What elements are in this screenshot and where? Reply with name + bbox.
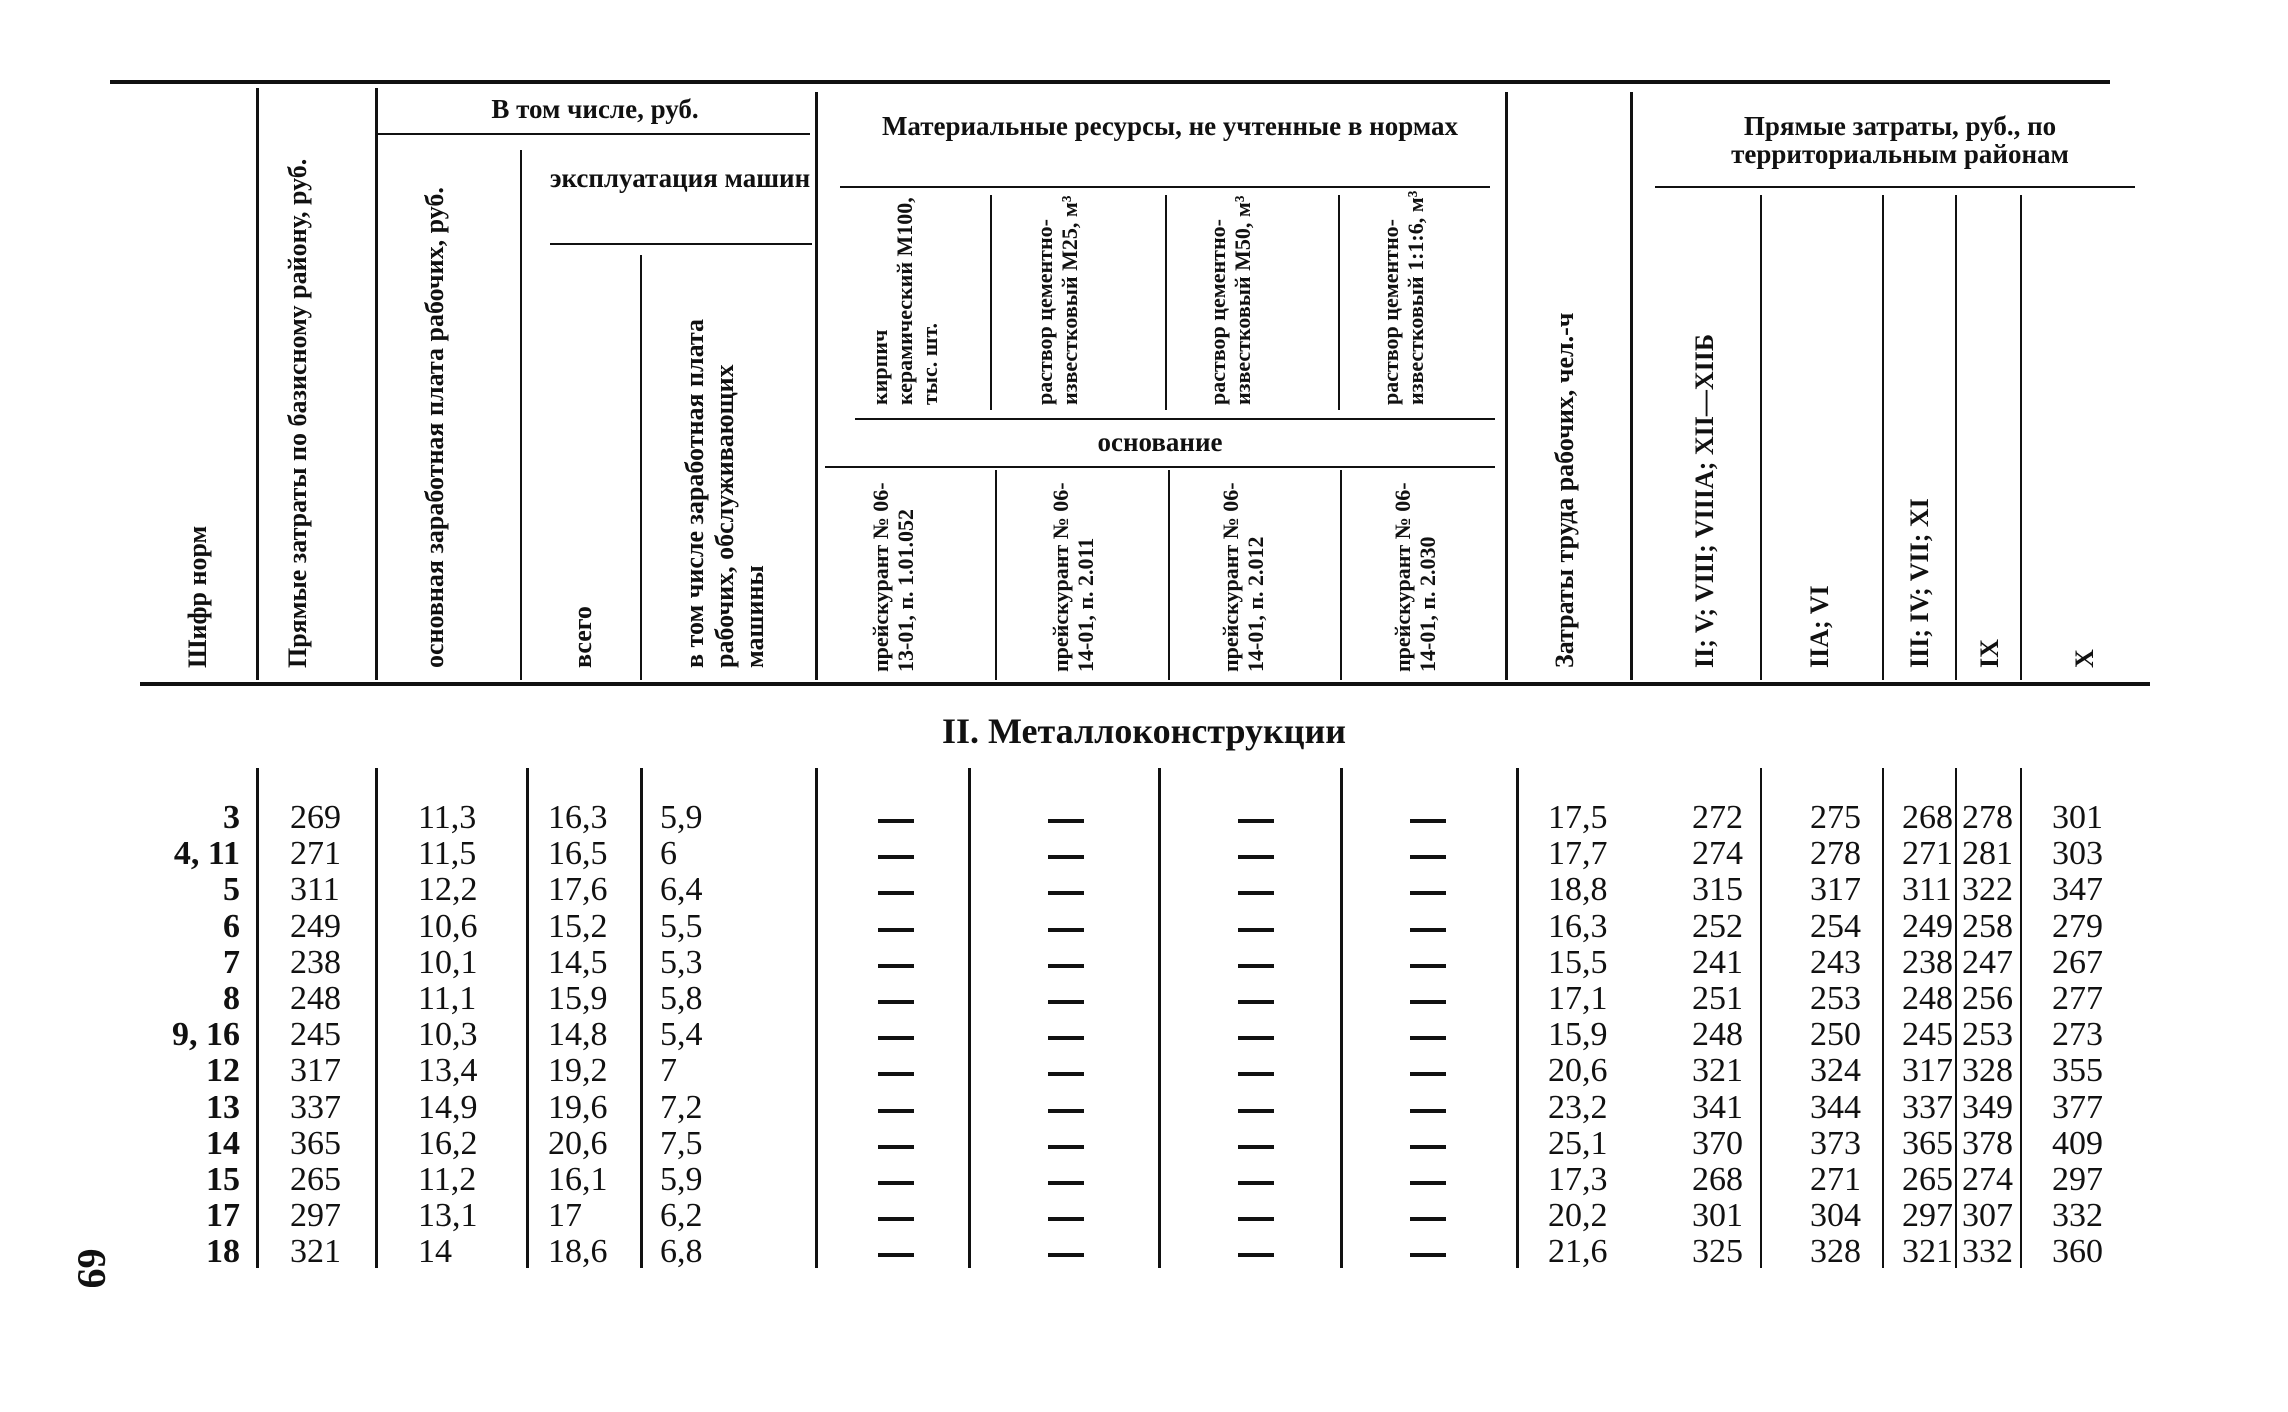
cell-r5: 277 xyxy=(2052,980,2103,1017)
cell-r2: 324 xyxy=(1810,1052,1861,1090)
cell-r4: 281 xyxy=(1962,835,2013,873)
materials-subrule xyxy=(840,186,1490,188)
cell-r1: 370 xyxy=(1692,1124,1743,1162)
cell-mach_w: 6,8 xyxy=(660,1233,703,1271)
cell-r1: 341 xyxy=(1692,1088,1743,1126)
empty-value-dash xyxy=(1048,964,1084,968)
cell-r5: 279 xyxy=(2052,907,2103,945)
header-basis-4: прейскурант № 06-14-01, п. 2.030 xyxy=(1390,482,1440,672)
cell-r5: 303 xyxy=(2052,835,2103,873)
cell-wages: 10,3 xyxy=(418,1016,478,1054)
basis-top-rule xyxy=(855,418,1495,420)
header-region-2: IIA; VI xyxy=(1805,585,1834,668)
cell-labor: 17,1 xyxy=(1548,980,1608,1017)
cell-labor: 16,3 xyxy=(1548,907,1608,945)
empty-value-dash xyxy=(1238,891,1274,895)
empty-value-dash xyxy=(1410,1145,1446,1149)
cell-wages: 11,3 xyxy=(418,799,477,836)
cell-r2: 271 xyxy=(1810,1161,1861,1198)
cell-r5: 301 xyxy=(2052,799,2103,836)
cell-r2: 373 xyxy=(1810,1124,1861,1162)
empty-value-dash xyxy=(1410,819,1446,823)
table-row xyxy=(0,1053,2288,1089)
table-row xyxy=(0,945,2288,981)
cell-r1: 301 xyxy=(1692,1197,1743,1235)
table-row xyxy=(0,1234,2288,1270)
cell-wages: 13,4 xyxy=(418,1052,478,1090)
cell-r3: 245 xyxy=(1902,1016,1953,1054)
cell-base: 269 xyxy=(290,799,341,836)
cell-r5: 377 xyxy=(2052,1088,2103,1126)
header-materials: Материальные ресурсы, не учтенные в нормах xyxy=(881,111,1459,141)
cell-mach: 18,6 xyxy=(548,1233,608,1271)
empty-value-dash xyxy=(1048,1109,1084,1113)
empty-value-dash xyxy=(1048,855,1084,859)
cell-r5: 332 xyxy=(2052,1197,2103,1235)
header-wages: основная заработная плата рабочих, руб. xyxy=(420,187,449,668)
cell-r4: 332 xyxy=(1962,1233,2013,1271)
empty-value-dash xyxy=(878,1036,914,1040)
empty-value-dash xyxy=(1410,964,1446,968)
cell-r2: 253 xyxy=(1810,980,1861,1017)
empty-value-dash xyxy=(1048,1253,1084,1257)
cell-wages: 11,1 xyxy=(418,980,477,1017)
header-basis-1: прейскурант № 06-13-01, п. 1.01.052 xyxy=(868,482,918,672)
cell-labor: 25,1 xyxy=(1548,1124,1608,1162)
cell-r4: 328 xyxy=(1962,1052,2013,1090)
cell-labor: 17,7 xyxy=(1548,835,1608,873)
table-row xyxy=(0,1198,2288,1234)
empty-value-dash xyxy=(1410,928,1446,932)
cell-code: 18 xyxy=(206,1233,240,1271)
cell-mach_w: 5,8 xyxy=(660,980,703,1017)
cell-r3: 268 xyxy=(1902,799,1953,836)
cell-base: 248 xyxy=(290,980,341,1017)
empty-value-dash xyxy=(1410,855,1446,859)
cell-r2: 317 xyxy=(1810,871,1861,909)
empty-value-dash xyxy=(878,1181,914,1185)
cell-r3: 238 xyxy=(1902,943,1953,981)
empty-value-dash xyxy=(878,1000,914,1004)
header-region-4: IX xyxy=(1975,639,2004,668)
header-col-divider xyxy=(375,88,378,680)
cell-code: 6 xyxy=(223,907,240,945)
cell-r4: 247 xyxy=(1962,943,2013,981)
header-machines-wages: в том числе заработная плата рабочих, обслуживающих машины xyxy=(680,318,769,668)
cell-mach_w: 5,5 xyxy=(660,907,703,945)
empty-value-dash xyxy=(1238,928,1274,932)
cell-code: 15 xyxy=(206,1161,240,1198)
cell-r4: 256 xyxy=(1962,980,2013,1017)
empty-value-dash xyxy=(878,1145,914,1149)
header-material-116: раствор цементно-известковый 1:1:6, м³ xyxy=(1378,190,1428,405)
empty-value-dash xyxy=(878,891,914,895)
cell-r3: 317 xyxy=(1902,1052,1953,1090)
cell-code: 5 xyxy=(223,871,240,909)
cell-r3: 311 xyxy=(1902,871,1952,909)
header-bottom-rule xyxy=(140,682,2150,686)
cell-r1: 268 xyxy=(1692,1161,1743,1198)
empty-value-dash xyxy=(1238,1145,1274,1149)
header-region-3: III; IV; VII; XI xyxy=(1905,498,1934,668)
header-direct-cost-base: Прямые затраты по базисному району, руб. xyxy=(283,158,312,668)
table-row xyxy=(0,872,2288,908)
cell-mach: 14,8 xyxy=(548,1016,608,1054)
cell-mach_w: 5,3 xyxy=(660,943,703,981)
cell-code: 3 xyxy=(223,799,240,836)
header-labor: Затраты труда рабочих, чел.-ч xyxy=(1550,312,1579,668)
cell-labor: 18,8 xyxy=(1548,871,1608,909)
cell-r4: 278 xyxy=(1962,799,2013,836)
cell-r2: 304 xyxy=(1810,1197,1861,1235)
empty-value-dash xyxy=(1410,1036,1446,1040)
cell-r4: 274 xyxy=(1962,1161,2013,1198)
cell-wages: 14 xyxy=(418,1233,452,1271)
cell-mach: 16,1 xyxy=(548,1161,608,1198)
cell-mach: 19,2 xyxy=(548,1052,608,1090)
empty-value-dash xyxy=(1410,891,1446,895)
header-region-1: II; V; VIII; VIIIA; XII—XIIБ xyxy=(1690,333,1719,668)
cell-r1: 248 xyxy=(1692,1016,1743,1054)
cell-mach: 14,5 xyxy=(548,943,608,981)
including-subrule xyxy=(378,133,810,135)
empty-value-dash xyxy=(1238,1000,1274,1004)
cell-code: 13 xyxy=(206,1088,240,1126)
cell-r4: 322 xyxy=(1962,871,2013,909)
header-including-rub: В том числе, руб. xyxy=(491,94,699,124)
header-basis: основание xyxy=(1097,427,1223,457)
cell-base: 271 xyxy=(290,835,341,873)
cell-r5: 360 xyxy=(2052,1233,2103,1271)
table-row xyxy=(0,1126,2288,1162)
header-col-divider xyxy=(995,470,997,680)
table-row xyxy=(0,981,2288,1017)
territorial-subrule xyxy=(1655,186,2135,188)
empty-value-dash xyxy=(1048,1072,1084,1076)
empty-value-dash xyxy=(1410,1181,1446,1185)
cell-r2: 250 xyxy=(1810,1016,1861,1054)
header-col-divider xyxy=(1505,92,1508,680)
cell-labor: 15,5 xyxy=(1548,943,1608,981)
cell-r3: 321 xyxy=(1902,1233,1953,1271)
cell-r5: 409 xyxy=(2052,1124,2103,1162)
table-top-rule xyxy=(110,80,2110,84)
header-col-divider xyxy=(1168,470,1170,680)
empty-value-dash xyxy=(1048,928,1084,932)
header-material-m25: раствор цементно-известковый М25, м³ xyxy=(1032,195,1082,405)
cell-labor: 15,9 xyxy=(1548,1016,1608,1054)
empty-value-dash xyxy=(1048,1181,1084,1185)
cell-wages: 13,1 xyxy=(418,1197,478,1235)
cell-mach: 16,3 xyxy=(548,799,608,836)
cell-wages: 11,5 xyxy=(418,835,477,873)
cell-r2: 328 xyxy=(1810,1233,1861,1271)
cell-code: 7 xyxy=(223,943,240,981)
cell-r5: 297 xyxy=(2052,1161,2103,1198)
cell-r2: 344 xyxy=(1810,1088,1861,1126)
cell-r1: 251 xyxy=(1692,980,1743,1017)
cell-r2: 243 xyxy=(1810,943,1861,981)
cell-r3: 265 xyxy=(1902,1161,1953,1198)
cell-base: 321 xyxy=(290,1233,341,1271)
header-col-divider xyxy=(2020,195,2022,680)
cell-mach_w: 6 xyxy=(660,835,677,873)
cell-r3: 337 xyxy=(1902,1088,1953,1126)
cell-wages: 10,1 xyxy=(418,943,478,981)
basis-bottom-rule xyxy=(825,466,1495,468)
page-number: 69 xyxy=(69,1248,115,1289)
cell-r1: 325 xyxy=(1692,1233,1743,1271)
empty-value-dash xyxy=(1410,1072,1446,1076)
machines-subrule xyxy=(550,243,812,245)
empty-value-dash xyxy=(1238,1109,1274,1113)
cell-base: 311 xyxy=(290,871,340,909)
cell-r1: 241 xyxy=(1692,943,1743,981)
cell-mach_w: 7,2 xyxy=(660,1088,703,1126)
empty-value-dash xyxy=(878,964,914,968)
cell-code: 17 xyxy=(206,1197,240,1235)
cell-r3: 271 xyxy=(1902,835,1953,873)
empty-value-dash xyxy=(1048,1000,1084,1004)
cell-r4: 253 xyxy=(1962,1016,2013,1054)
cell-mach_w: 7 xyxy=(660,1052,677,1090)
empty-value-dash xyxy=(1238,1181,1274,1185)
cell-mach_w: 5,9 xyxy=(660,1161,703,1198)
empty-value-dash xyxy=(878,928,914,932)
header-machines: эксплуатация машин xyxy=(549,163,811,193)
header-material-m50: раствор цементно-известковый М50, м³ xyxy=(1205,195,1255,405)
empty-value-dash xyxy=(878,1217,914,1221)
cell-mach_w: 5,4 xyxy=(660,1016,703,1054)
empty-value-dash xyxy=(1048,891,1084,895)
cell-mach: 20,6 xyxy=(548,1124,608,1162)
cell-r2: 254 xyxy=(1810,907,1861,945)
cell-r1: 272 xyxy=(1692,799,1743,836)
cell-r3: 297 xyxy=(1902,1197,1953,1235)
cell-r3: 248 xyxy=(1902,980,1953,1017)
cell-wages: 10,6 xyxy=(418,907,478,945)
header-code: Шифр норм xyxy=(183,525,212,668)
header-basis-2: прейскурант № 06-14-01, п. 2.011 xyxy=(1048,482,1098,672)
cell-r4: 258 xyxy=(1962,907,2013,945)
cell-r5: 273 xyxy=(2052,1016,2103,1054)
section-title: II. Металлоконструкции xyxy=(942,711,1346,751)
empty-value-dash xyxy=(1238,1036,1274,1040)
empty-value-dash xyxy=(1238,855,1274,859)
cell-mach_w: 6,4 xyxy=(660,871,703,909)
header-region-5: X xyxy=(2070,649,2099,668)
cell-r4: 349 xyxy=(1962,1088,2013,1126)
table-row xyxy=(0,1090,2288,1126)
cell-mach: 16,5 xyxy=(548,835,608,873)
header-col-divider xyxy=(1340,470,1342,680)
cell-r2: 275 xyxy=(1810,799,1861,836)
header-col-divider xyxy=(520,150,522,680)
empty-value-dash xyxy=(1238,1072,1274,1076)
cell-wages: 12,2 xyxy=(418,871,478,909)
cell-labor: 23,2 xyxy=(1548,1088,1608,1126)
header-col-divider xyxy=(1882,195,1884,680)
table-row xyxy=(0,1017,2288,1053)
table-row xyxy=(0,836,2288,872)
cell-mach: 15,2 xyxy=(548,907,608,945)
cell-r1: 321 xyxy=(1692,1052,1743,1090)
cell-mach_w: 6,2 xyxy=(660,1197,703,1235)
header-col-divider xyxy=(640,255,642,680)
cell-wages: 14,9 xyxy=(418,1088,478,1126)
cell-r2: 278 xyxy=(1810,835,1861,873)
empty-value-dash xyxy=(1238,964,1274,968)
cell-code: 9, 16 xyxy=(172,1016,240,1054)
empty-value-dash xyxy=(1048,1217,1084,1221)
cell-labor: 20,6 xyxy=(1548,1052,1608,1090)
table-row xyxy=(0,909,2288,945)
header-col-divider xyxy=(1165,195,1167,410)
cell-base: 245 xyxy=(290,1016,341,1054)
header-material-brick: кирпич керамический М100, тыс. шт. xyxy=(867,197,942,405)
cell-r5: 267 xyxy=(2052,943,2103,981)
cell-base: 365 xyxy=(290,1124,341,1162)
header-col-divider xyxy=(990,195,992,410)
empty-value-dash xyxy=(878,819,914,823)
cell-r4: 307 xyxy=(1962,1197,2013,1235)
header-direct-territorial: Прямые затраты, руб., по территориальным районам xyxy=(1731,111,2069,169)
header-machines-total: всего xyxy=(568,606,597,668)
empty-value-dash xyxy=(1048,1145,1084,1149)
empty-value-dash xyxy=(878,1253,914,1257)
header-col-divider xyxy=(1630,92,1633,680)
table-row xyxy=(0,1162,2288,1198)
cell-r1: 315 xyxy=(1692,871,1743,909)
empty-value-dash xyxy=(878,1072,914,1076)
cell-r4: 378 xyxy=(1962,1124,2013,1162)
cell-code: 8 xyxy=(223,980,240,1017)
empty-value-dash xyxy=(1410,1253,1446,1257)
cell-base: 238 xyxy=(290,943,341,981)
header-col-divider xyxy=(1760,195,1762,680)
cell-mach_w: 7,5 xyxy=(660,1124,703,1162)
cell-r3: 365 xyxy=(1902,1124,1953,1162)
cell-code: 14 xyxy=(206,1124,240,1162)
cell-code: 12 xyxy=(206,1052,240,1090)
cell-labor: 21,6 xyxy=(1548,1233,1608,1271)
header-basis-3: прейскурант № 06-14-01, п. 2.012 xyxy=(1218,482,1268,672)
cell-base: 317 xyxy=(290,1052,341,1090)
empty-value-dash xyxy=(1410,1217,1446,1221)
empty-value-dash xyxy=(1238,1253,1274,1257)
header-col-divider xyxy=(815,92,818,680)
empty-value-dash xyxy=(1048,1036,1084,1040)
cell-labor: 17,5 xyxy=(1548,799,1608,836)
cell-labor: 20,2 xyxy=(1548,1197,1608,1235)
cell-base: 337 xyxy=(290,1088,341,1126)
empty-value-dash xyxy=(1410,1000,1446,1004)
cell-code: 4, 11 xyxy=(173,835,240,873)
cell-base: 249 xyxy=(290,907,341,945)
header-col-divider xyxy=(1955,195,1957,680)
cell-r5: 347 xyxy=(2052,871,2103,909)
header-col-divider xyxy=(256,88,259,680)
cell-labor: 17,3 xyxy=(1548,1161,1608,1198)
cell-r3: 249 xyxy=(1902,907,1953,945)
cell-r1: 274 xyxy=(1692,835,1743,873)
cell-mach: 15,9 xyxy=(548,980,608,1017)
cell-base: 297 xyxy=(290,1197,341,1235)
cell-r5: 355 xyxy=(2052,1052,2103,1090)
cell-mach: 19,6 xyxy=(548,1088,608,1126)
cell-wages: 16,2 xyxy=(418,1124,478,1162)
cell-mach_w: 5,9 xyxy=(660,799,703,836)
cell-mach: 17 xyxy=(548,1197,582,1235)
cell-r1: 252 xyxy=(1692,907,1743,945)
table-row xyxy=(0,800,2288,836)
empty-value-dash xyxy=(1238,1217,1274,1221)
cell-base: 265 xyxy=(290,1161,341,1198)
empty-value-dash xyxy=(1048,819,1084,823)
empty-value-dash xyxy=(1238,819,1274,823)
cell-wages: 11,2 xyxy=(418,1161,477,1198)
cell-mach: 17,6 xyxy=(548,871,608,909)
empty-value-dash xyxy=(1410,1109,1446,1113)
empty-value-dash xyxy=(878,855,914,859)
header-col-divider xyxy=(1338,195,1340,410)
empty-value-dash xyxy=(878,1109,914,1113)
